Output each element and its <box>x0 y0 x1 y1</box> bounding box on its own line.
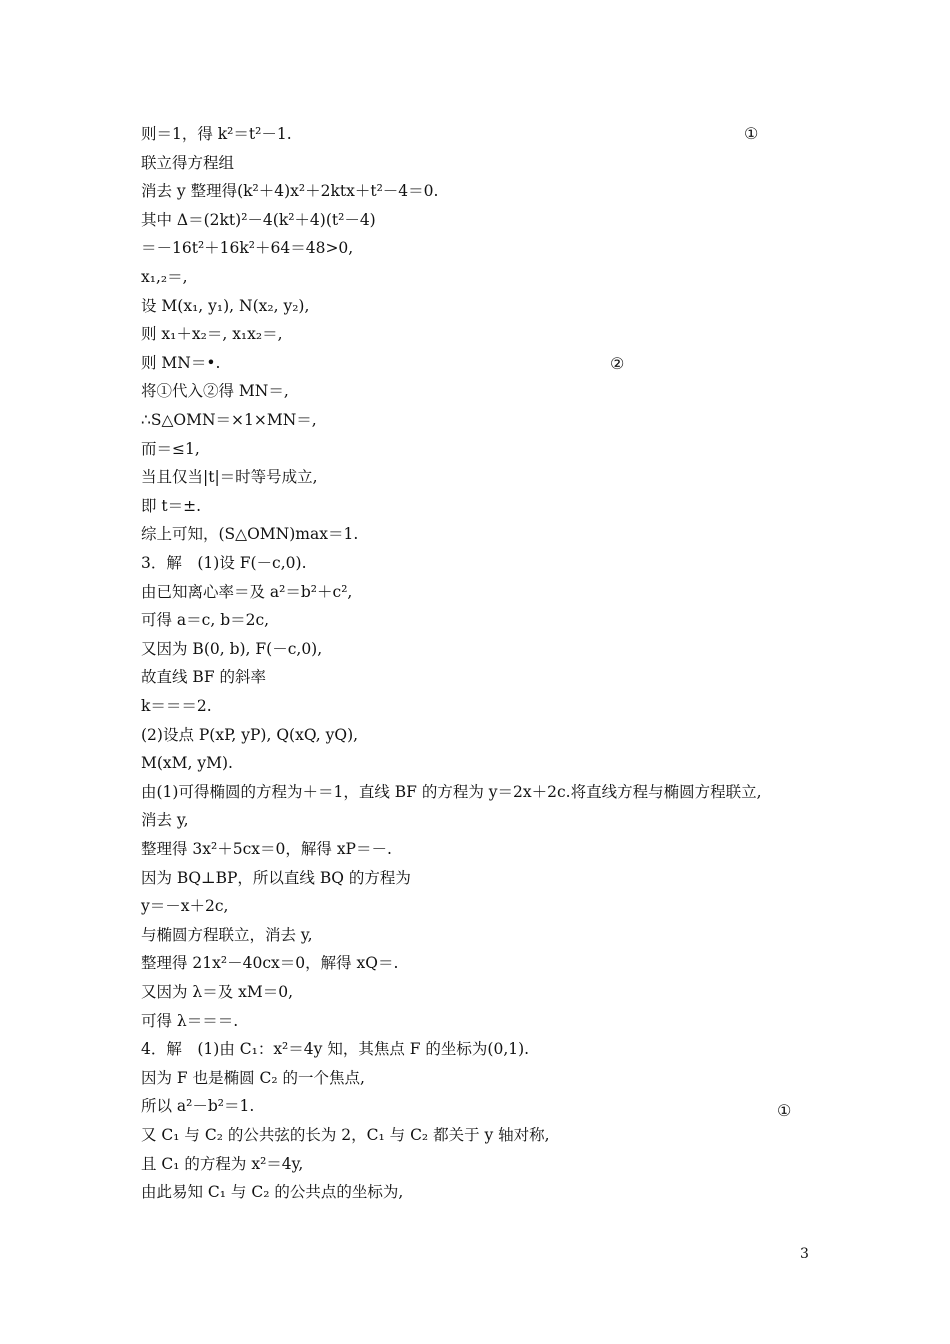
text-line: 即 t＝±. <box>141 496 202 515</box>
text-line: 消去 y 整理得(k²＋4)x²＋2ktx＋t²－4＝0. <box>141 182 439 201</box>
text-line: 因为 F 也是椭圆 C₂ 的一个焦点, <box>141 1068 365 1087</box>
text-line: 4．解 (1)由 C₁：x²＝4y 知，其焦点 F 的坐标为(0,1). <box>141 1040 530 1059</box>
text-line: 消去 y, <box>141 811 189 830</box>
text-line: 3．解 (1)设 F(－c,0). <box>141 554 307 572</box>
text-line: 则＝1，得 k²＝t²－1. <box>141 125 292 143</box>
text-line: 与椭圆方程联立，消去 y, <box>141 925 313 944</box>
text-line: 又因为 λ＝及 xM＝0, <box>141 983 294 1001</box>
equation-marker-3: ① <box>777 1101 792 1120</box>
text-line: 可得 λ＝＝＝. <box>141 1011 239 1030</box>
text-line: k＝＝＝2. <box>141 697 212 715</box>
text-line: 整理得 3x²＋5cx＝0，解得 xP＝－. <box>141 840 392 858</box>
text-line: 则 x₁＋x₂＝, x₁x₂＝, <box>141 325 283 344</box>
text-line: 而＝≤1, <box>141 439 200 458</box>
text-line: M(xM, yM). <box>141 754 233 773</box>
text-line: 因为 BQ⊥BP，所以直线 BQ 的方程为 <box>141 868 411 887</box>
text-line: ＝－16t²＋16k²＋64＝48>0, <box>141 239 354 258</box>
text-line: (2)设点 P(xP, yP), Q(xQ, yQ), <box>141 725 359 744</box>
text-line: 设 M(x₁, y₁), N(x₂, y₂), <box>141 296 310 315</box>
text-line: 综上可知，(S△OMN)max＝1. <box>141 525 359 544</box>
text-line: 将①代入②得 MN＝, <box>141 382 289 401</box>
text-line: 当且仅当|t|＝时等号成立, <box>141 468 318 487</box>
text-line: 由已知离心率＝及 a²＝b²＋c², <box>141 582 353 601</box>
text-line: 又因为 B(0, b), F(－c,0), <box>141 639 323 658</box>
text-line: 整理得 21x²－40cx＝0，解得 xQ＝. <box>141 954 399 973</box>
text-line: 故直线 BF 的斜率 <box>141 668 266 687</box>
equation-marker-2: ② <box>610 354 625 373</box>
text-line: 联立得方程组 <box>141 153 235 172</box>
text-line: y＝－x＋2c, <box>141 897 229 916</box>
text-line: 由此易知 C₁ 与 C₂ 的公共点的坐标为, <box>141 1183 404 1202</box>
text-line: 由(1)可得椭圆的方程为＋＝1，直线 BF 的方程为 y＝2x＋2c.将直线方程与椭圆方程联立, <box>141 782 762 801</box>
text-line: ∴S△OMN＝×1×MN＝, <box>141 411 317 429</box>
text-line: x₁,₂＝, <box>141 268 188 286</box>
equation-marker-1: ① <box>744 124 759 143</box>
text-line: 又 C₁ 与 C₂ 的公共弦的长为 2，C₁ 与 C₂ 都关于 y 轴对称, <box>141 1126 550 1144</box>
text-line: 所以 a²－b²＝1. <box>141 1097 255 1116</box>
text-line: 则 MN＝•. <box>141 353 221 372</box>
text-line: 其中 Δ＝(2kt)²－4(k²＋4)(t²－4) <box>141 210 376 229</box>
text-line: 可得 a＝c, b＝2c, <box>141 611 270 630</box>
text-line: 且 C₁ 的方程为 x²＝4y, <box>141 1154 304 1173</box>
page-number: 3 <box>800 1246 809 1262</box>
